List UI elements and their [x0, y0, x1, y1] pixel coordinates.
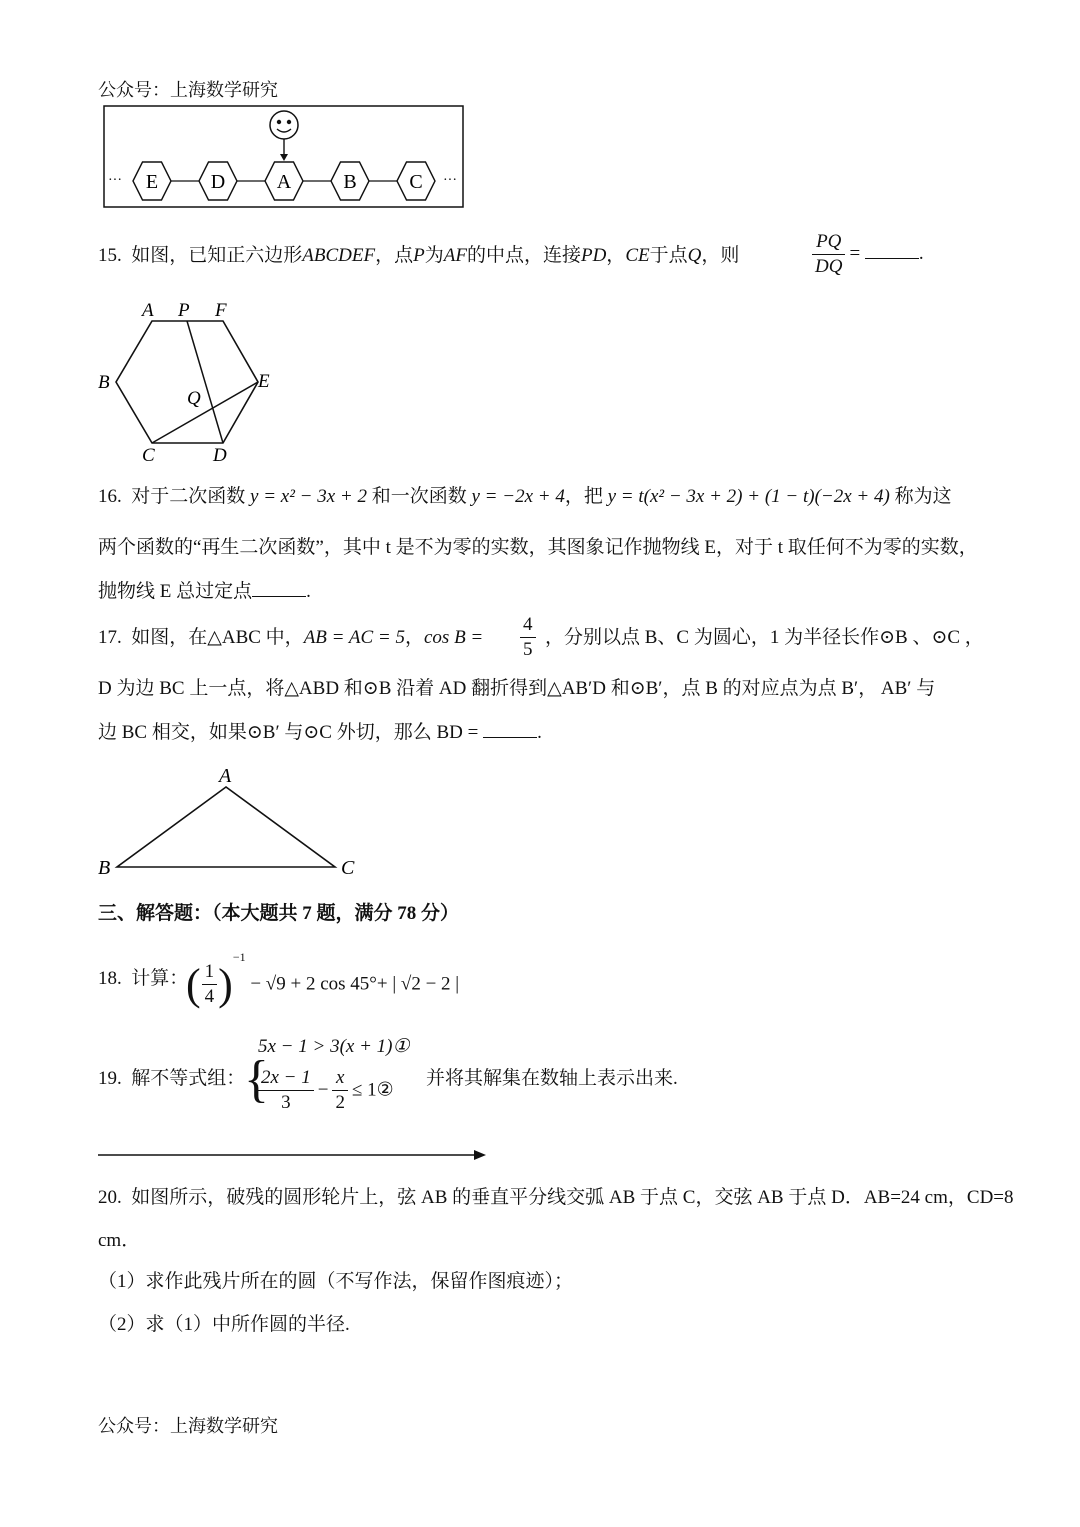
- svg-text:B: B: [98, 857, 111, 879]
- q18-expression: ( $\frac{1}{4}$ )$^{-1}$ − √9 + 2 cos 45°+ | √2 − 2 |: [186, 950, 460, 1010]
- q19-label: 19. 解不等式组：: [98, 1068, 246, 1089]
- q20-line2: cm．: [98, 1230, 141, 1251]
- q14-figure: [103, 104, 465, 210]
- svg-text:A: A: [142, 300, 154, 321]
- q16-line3: 抛物线 E 总过定点 .: [98, 578, 311, 604]
- q15-fraction: $\frac{PQ}{DQ}$ = .: [808, 230, 924, 279]
- q19-ineq1: 5x − 1 > 3(x + 1)①: [258, 1036, 410, 1057]
- q16-line1: 16. 对于二次函数 y = x² − 3x + 2 和一次函数 y = −2x + 4，把 y = t(x² − 3x + 2) + (1 − t)(−2x + 4) 称为这: [98, 486, 952, 507]
- q17-line1b: ，分别以点 B、C 为圆心，1 为半径长作⊙B 、⊙C ，: [545, 627, 984, 648]
- smiley-icon: [270, 111, 298, 139]
- q20-part1: （1）求作此残片所在的圆（不写作法，保留作图痕迹）；: [98, 1271, 574, 1292]
- q17-line1: 17. 如图，在△ABC 中，AB = AC = 5，cos B =: [98, 627, 484, 648]
- q17-line2: D 为边 BC 上一点，将△ABD 和⊙B 沿着 AD 翻折得到△AB′D 和⊙B′，点 B 的对应点为点 B′， AB′ 与: [98, 678, 936, 699]
- ellipsis-right: ···: [443, 173, 457, 188]
- page-header: 公众号：上海数学研究: [98, 80, 278, 100]
- q19-brace: {: [244, 1051, 269, 1108]
- q20-line1: 20. 如图所示，破残的圆形轮片上，弦 AB 的垂直平分线交弧 AB 于点 C，交弦 AB 于点 D．AB=24 cm，CD=8: [98, 1187, 1014, 1208]
- svg-text:B: B: [98, 372, 110, 393]
- q18-label: 18. 计算：: [98, 968, 189, 989]
- hex-node-label: C: [409, 171, 423, 193]
- svg-text:F: F: [215, 300, 227, 321]
- q17-triangle-figure: [94, 762, 364, 882]
- hex-node-label: B: [343, 171, 357, 193]
- q17-line3: 边 BC 相交，如果⊙B′ 与⊙C 外切，那么 BD = .: [98, 719, 542, 745]
- q19-tail: 并将其解集在数轴上表示出来.: [426, 1068, 678, 1089]
- answer-blank: [252, 578, 306, 597]
- answer-blank: [483, 719, 537, 738]
- q20-part2: （2）求（1）中所作圆的半径.: [98, 1314, 350, 1335]
- hex-node-label: A: [276, 171, 292, 193]
- svg-text:C: C: [341, 857, 355, 879]
- q16-line2: 两个函数的“再生二次函数”，其中 t 是不为零的实数，其图象记作抛物线 E，对于 t 取任何不为零的实数，: [98, 537, 978, 558]
- q19-ineq2: $\frac{2x - 1}{3}$ − $\frac{x}{2}$ ≤ 1②: [254, 1066, 394, 1115]
- section-3-heading: 三、解答题：（本大题共 7 题，满分 78 分）: [98, 903, 460, 924]
- svg-text:A: A: [219, 765, 232, 787]
- page-footer: 公众号：上海数学研究: [98, 1416, 278, 1436]
- svg-text:P: P: [178, 300, 190, 321]
- hex-node-label: E: [145, 171, 159, 193]
- q17-fraction: $\frac{4}{5}$: [516, 613, 540, 662]
- svg-text:D: D: [213, 445, 227, 466]
- svg-text:C: C: [142, 445, 155, 466]
- hex-node-label: D: [210, 171, 226, 193]
- q15-text: 15. 如图，已知正六边形ABCDEF，点P为AF的中点，连接PD，CE于点Q，则: [98, 245, 740, 266]
- ellipsis-left: ···: [108, 173, 122, 188]
- number-line: [96, 1147, 490, 1163]
- q15-hexagon-figure: [92, 296, 282, 466]
- svg-text:Q: Q: [187, 388, 201, 409]
- answer-blank: [865, 240, 919, 259]
- svg-text:E: E: [258, 371, 270, 392]
